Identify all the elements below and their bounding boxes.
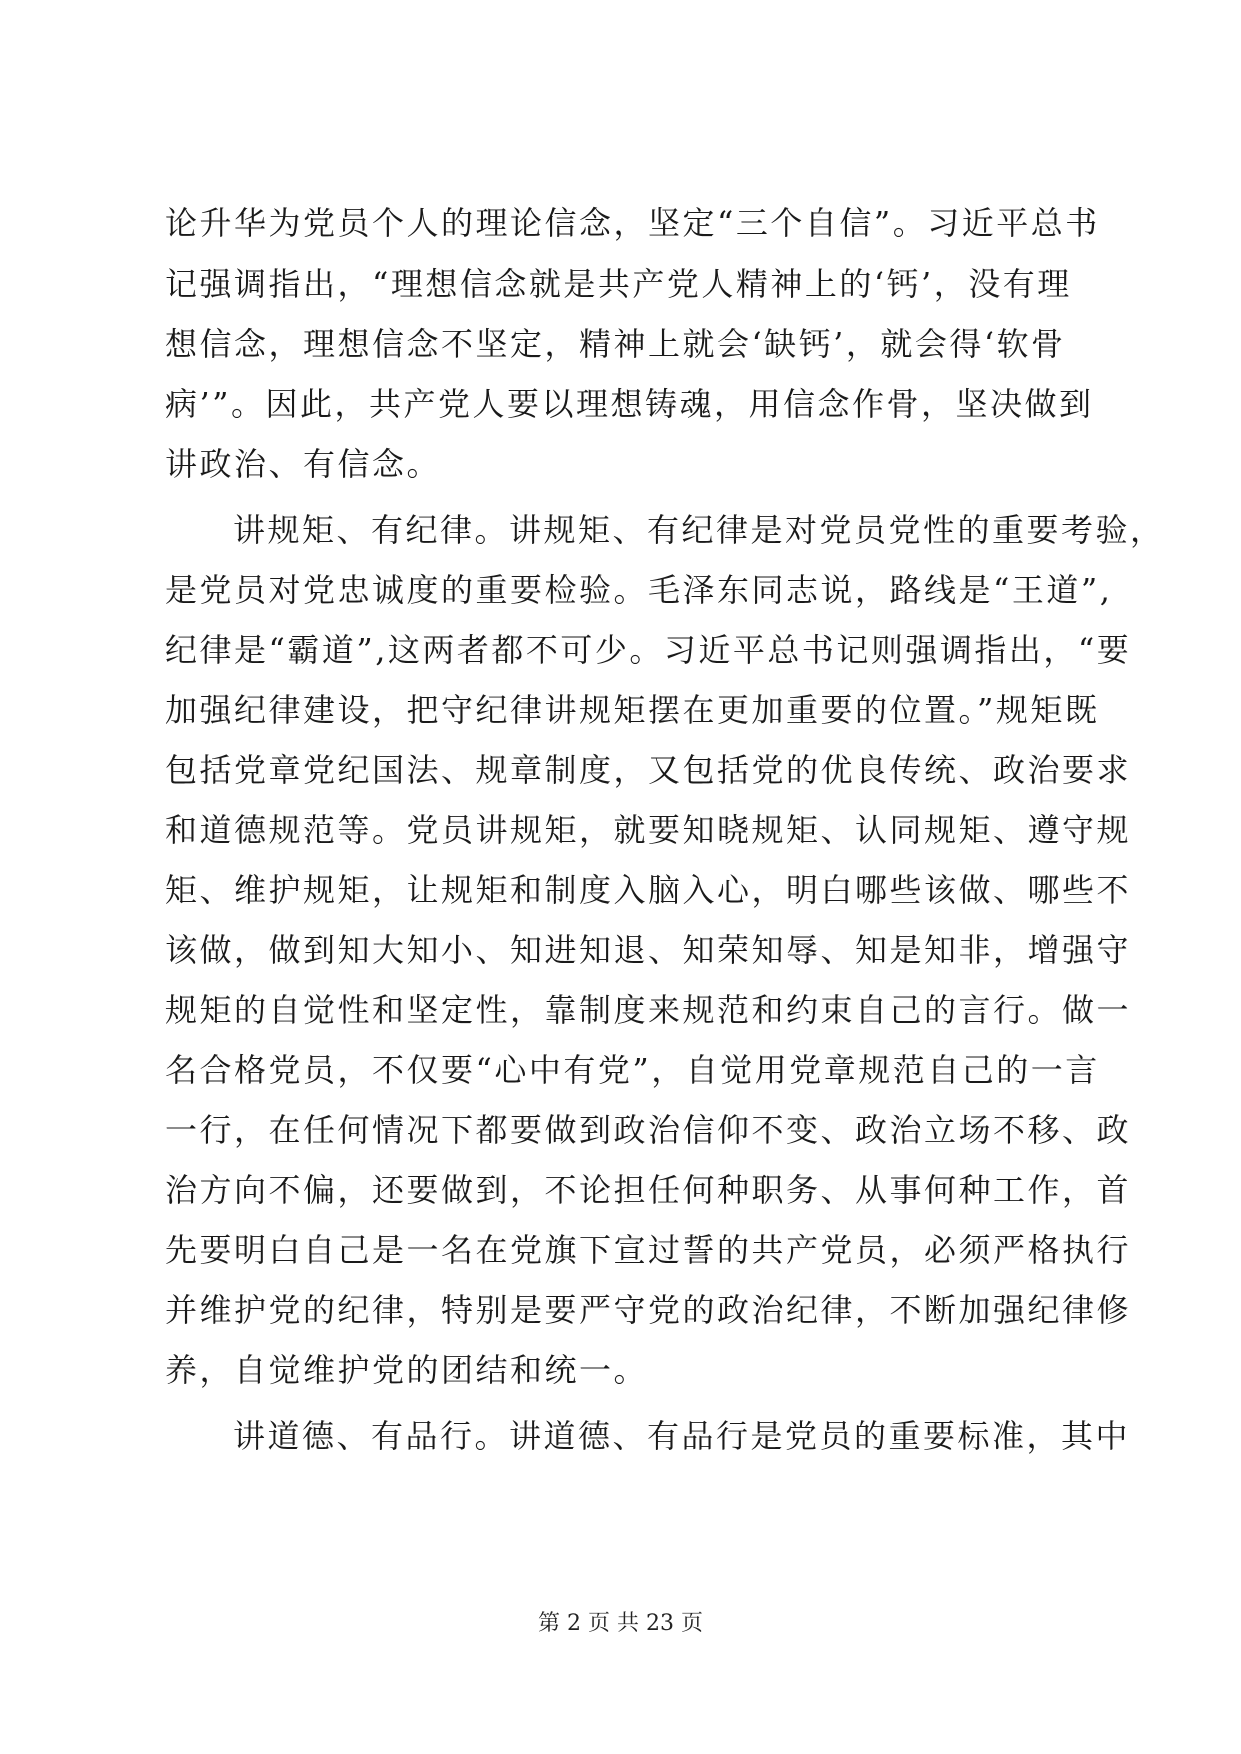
text-line: 养，自觉维护党的团结和统一。: [165, 1351, 649, 1389]
text-line: 该做，做到知大知小、知进知退、知荣知辱、知是知非，增强守: [165, 931, 1132, 969]
text-line: 想信念，理想信念不坚定，精神上就会‘缺钙’，就会得‘软骨: [165, 325, 1066, 363]
text-line: 论升华为党员个人的理论信念，坚定“三个自信”。习近平总书: [165, 204, 1100, 242]
paragraph-start-line: 讲规矩、有纪律。讲规矩、有纪律是对党员党性的重要考验，: [233, 511, 1165, 549]
page-footer: 第 2 页 共 23 页: [538, 1611, 703, 1636]
text-line: 治方向不偏，还要做到，不论担任何种职务、从事何种工作，首: [165, 1171, 1132, 1209]
text-line: 包括党章党纪国法、规章制度，又包括党的优良传统、政治要求: [165, 751, 1132, 789]
text-line: 先要明白自己是一名在党旗下宣过誓的共产党员，必须严格执行: [165, 1231, 1132, 1269]
text-line: 讲政治、有信念。: [165, 445, 442, 483]
text-line: 名合格党员，不仅要“心中有党”，自觉用党章规范自己的一言: [165, 1051, 1100, 1089]
text-line: 规矩的自觉性和坚定性，靠制度来规范和约束自己的言行。做一: [165, 991, 1132, 1029]
text-line: 一行，在任何情况下都要做到政治信仰不变、政治立场不移、政: [165, 1111, 1132, 1149]
text-line: 是党员对党忠诚度的重要检验。毛泽东同志说，路线是“王道”,: [165, 571, 1113, 609]
text-line: 纪律是“霸道”,这两者都不可少。习近平总书记则强调指出，“要: [165, 631, 1132, 669]
text-line: 和道德规范等。党员讲规矩，就要知晓规矩、认同规矩、遵守规: [165, 811, 1132, 849]
text-line: 并维护党的纪律，特别是要严守党的政治纪律，不断加强纪律修: [165, 1291, 1132, 1329]
paragraph-start-line: 讲道德、有品行。讲道德、有品行是党员的重要标准，其中: [233, 1417, 1131, 1455]
text-line: 记强调指出，“理想信念就是共产党人精神上的‘钙’，没有理: [165, 265, 1072, 303]
text-line: 加强纪律建设，把守纪律讲规矩摆在更加重要的位置。”规矩既: [165, 691, 1100, 729]
text-line: 病’”。因此，共产党人要以理想铸魂，用信念作骨，坚决做到: [165, 385, 1094, 423]
text-line: 矩、维护规矩，让规矩和制度入脑入心，明白哪些该做、哪些不: [165, 871, 1132, 909]
